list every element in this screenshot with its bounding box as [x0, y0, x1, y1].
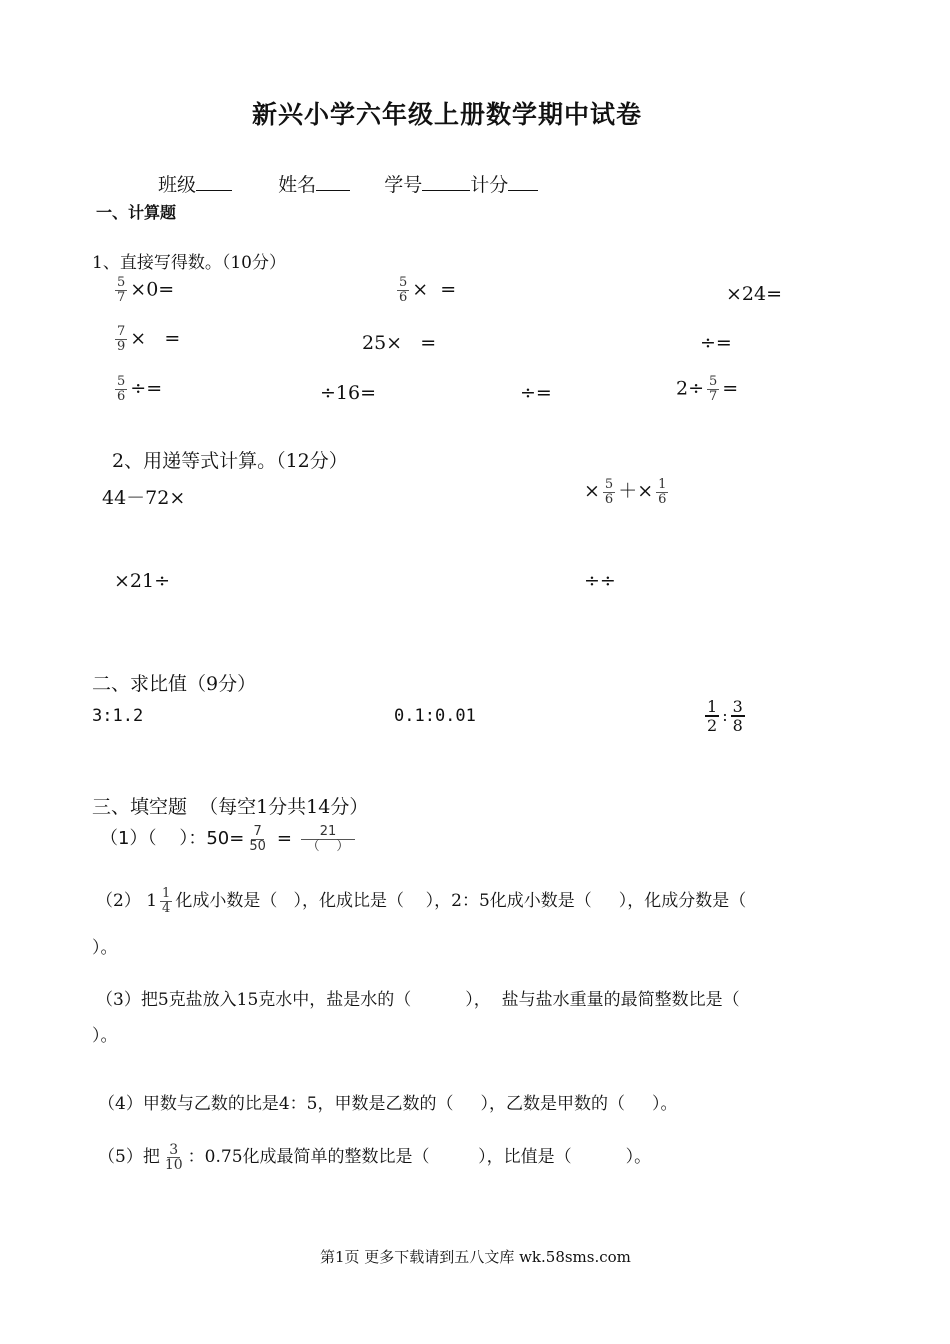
name-label: 姓名: [278, 174, 317, 196]
id-blank: [422, 170, 470, 191]
section-2-heading: 二、求比值（9分）: [92, 673, 257, 695]
ratio-a: 3:1.2: [92, 706, 144, 726]
student-info-line: [158, 170, 538, 197]
name-blank: [316, 170, 350, 191]
class-label: 班级: [158, 174, 197, 196]
q2-title: 2、用递等式计算。（12分）: [112, 450, 348, 472]
q1-item-1: $\frac{5}{7}$ ×0=: [117, 275, 175, 305]
ratio-c: $\frac{1}{2}$ : $\frac{3}{8}$: [707, 697, 743, 735]
q1-item-7: $\frac{5}{6}$ ÷=: [117, 374, 163, 404]
fill-5: （5）把 $\frac{3}{10}$ ：0.75化成最简单的整数比是（ ），比值是（ ）。: [98, 1142, 652, 1173]
fill-3-end: ）。: [92, 1026, 118, 1046]
id-label: 学号: [384, 174, 423, 196]
q2-expr-1: 44－72×: [102, 487, 186, 509]
q1-item-6: ÷=: [700, 332, 732, 354]
section-3-heading: 三、填空题 （每空1分共14分）: [92, 796, 369, 818]
fill-2-end: ）。: [92, 938, 118, 958]
q2-expr-2: × $\frac{5}{6}$ ＋× $\frac{1}{6}$: [584, 476, 667, 507]
q1-item-9: ÷=: [520, 382, 552, 404]
q2-expr-3: ×21÷: [114, 570, 171, 592]
page-footer: 第1页 更多下载请到五八文库 wk.58sms.com: [320, 1248, 631, 1266]
q1-item-8: ÷16=: [320, 382, 377, 404]
class-blank: [196, 170, 232, 191]
fill-2: （2） 1 $\frac{1}{4}$ 化成小数是（ ），化成比是（ ），2：5化成小数是（ ），化成分数是（: [96, 886, 747, 916]
q1-item-2: $\frac{5}{6}$ × =: [399, 275, 457, 305]
q1-item-10: 2÷ $\frac{5}{7}$ =: [676, 374, 739, 404]
score-label: 计分: [470, 174, 509, 196]
fill-4: （4）甲数与乙数的比是4：5，甲数是乙数的（ ），乙数是甲数的（ ）。: [98, 1094, 678, 1114]
score-blank: [508, 170, 538, 191]
page-title: 新兴小学六年级上册数学期中试卷: [252, 100, 643, 129]
q2-expr-4: ÷÷: [584, 570, 616, 592]
fill-1: （1）（ ）：50= $\frac{7}{50}$ = $\frac{21}{( )}$: [100, 824, 358, 854]
q1-item-4: $\frac{7}{9}$ × =: [117, 324, 181, 354]
ratio-b: 0.1:0.01: [394, 706, 476, 726]
q1-item-3: ×24=: [726, 283, 783, 305]
q1-item-5: 25× =: [362, 332, 437, 354]
fill-3: （3）把5克盐放入15克水中，盐是水的（ ）， 盐与盐水重量的最简整数比是（: [96, 990, 740, 1010]
section-1-heading: 一、计算题: [96, 203, 177, 222]
q1-title: 1、直接写得数。（10分）: [92, 253, 286, 273]
